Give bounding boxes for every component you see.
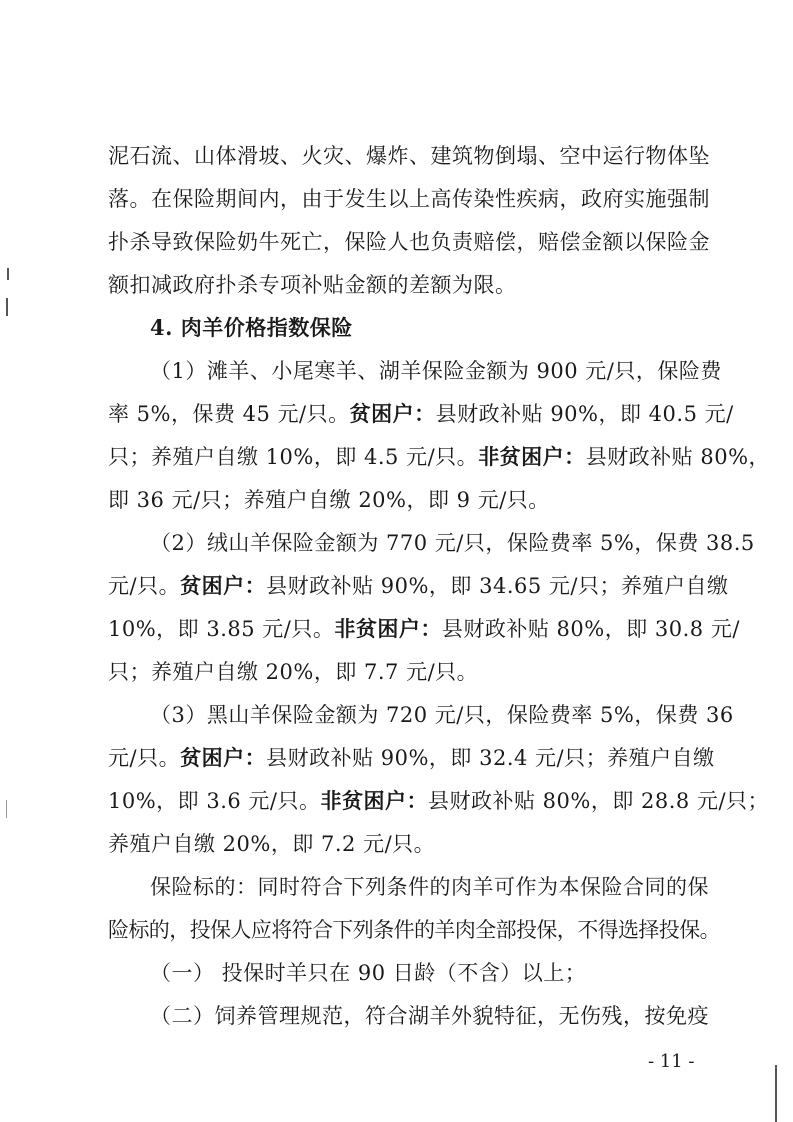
scan-artifact [775,1065,777,1122]
section-heading: 4. 肉羊价格指数保险 [150,315,353,340]
text-line: 即 36 元/只；养殖户自缴 20%，即 9 元/只。 [108,488,550,512]
text-line [108,399,734,429]
text-run: 县财政补贴 90%，即 40.5 元/ [435,402,734,426]
text-line: 泥石流、山体滑坡、火灾、爆炸、建筑物倒塌、空中运行物体坠 [108,144,710,168]
text-run: 10%，即 3.85 元/只。 [108,617,335,641]
list-item: （二）饲养管理规范，符合湖羊外貌特征，无伤残，按免疫 [150,1004,709,1028]
bold-label: 非贫困户： [320,788,428,813]
text-run: 县财政补贴 80%，即 30.8 元/ [441,617,740,641]
scan-artifact [6,298,8,316]
text-line: 落。在保险期间内，由于发生以上高传染性疾病，政府实施强制 [108,187,710,211]
text-line: （2）绒山羊保险金额为 770 元/只，保险费率 5%，保费 38.5 [150,531,755,555]
text-line [108,743,715,773]
text-line: 养殖户自缴 20%，即 7.2 元/只。 [108,832,436,856]
text-line: 保险标的：同时符合下列条件的肉羊可作为本保险合同的保 [150,875,709,899]
text-run: 元/只。 [108,574,181,598]
bold-label: 贫困户： [180,573,267,598]
page-number: - 11 - [648,1051,695,1072]
text-line: 扑杀导致保险奶牛死亡，保险人也负责赔偿，赔偿金额以保险金 [108,230,710,254]
scan-artifact [7,268,9,280]
scan-artifact [6,800,7,818]
text-line: 只；养殖户自缴 20%，即 7.7 元/只。 [108,660,479,684]
text-run: 率 5%，保费 45 元/只。 [108,402,350,426]
text-line [108,442,771,472]
text-line [108,571,729,601]
text-line: （3）黑山羊保险金额为 720 元/只，保险费率 5%，保费 36 [150,703,734,727]
text-run: 元/只。 [108,746,181,770]
text-run: 县财政补贴 90%，即 34.65 元/只；养殖户自缴 [266,574,729,598]
text-line: 额扣减政府扑杀专项补贴金额的差额为限。 [108,273,517,297]
bold-label: 贫困户： [180,745,267,770]
text-run: 10%，即 3.6 元/只。 [108,789,321,813]
text-run: 县财政补贴 90%，即 32.4 元/只；养殖户自缴 [266,746,715,770]
text-run: 县财政补贴 80%，即 28.8 元/只； [428,789,770,813]
text-line: 险标的，投保人应将符合下列条件的羊肉全部投保，不得选择投保。 [108,918,720,942]
text-line: （1）滩羊、小尾寒羊、湖羊保险金额为 900 元/只，保险费 [150,359,722,383]
text-run: 县财政补贴 80%， [585,445,771,469]
bold-label: 非贫困户： [478,444,586,469]
text-line [108,614,740,644]
text-line [108,786,770,816]
text-run: 只；养殖户自缴 10%，即 4.5 元/只。 [108,445,479,469]
bold-label: 非贫困户： [334,616,442,641]
bold-label: 贫困户： [349,401,436,426]
list-item: （一） 投保时羊只在 90 日龄（不含）以上； [150,961,587,985]
